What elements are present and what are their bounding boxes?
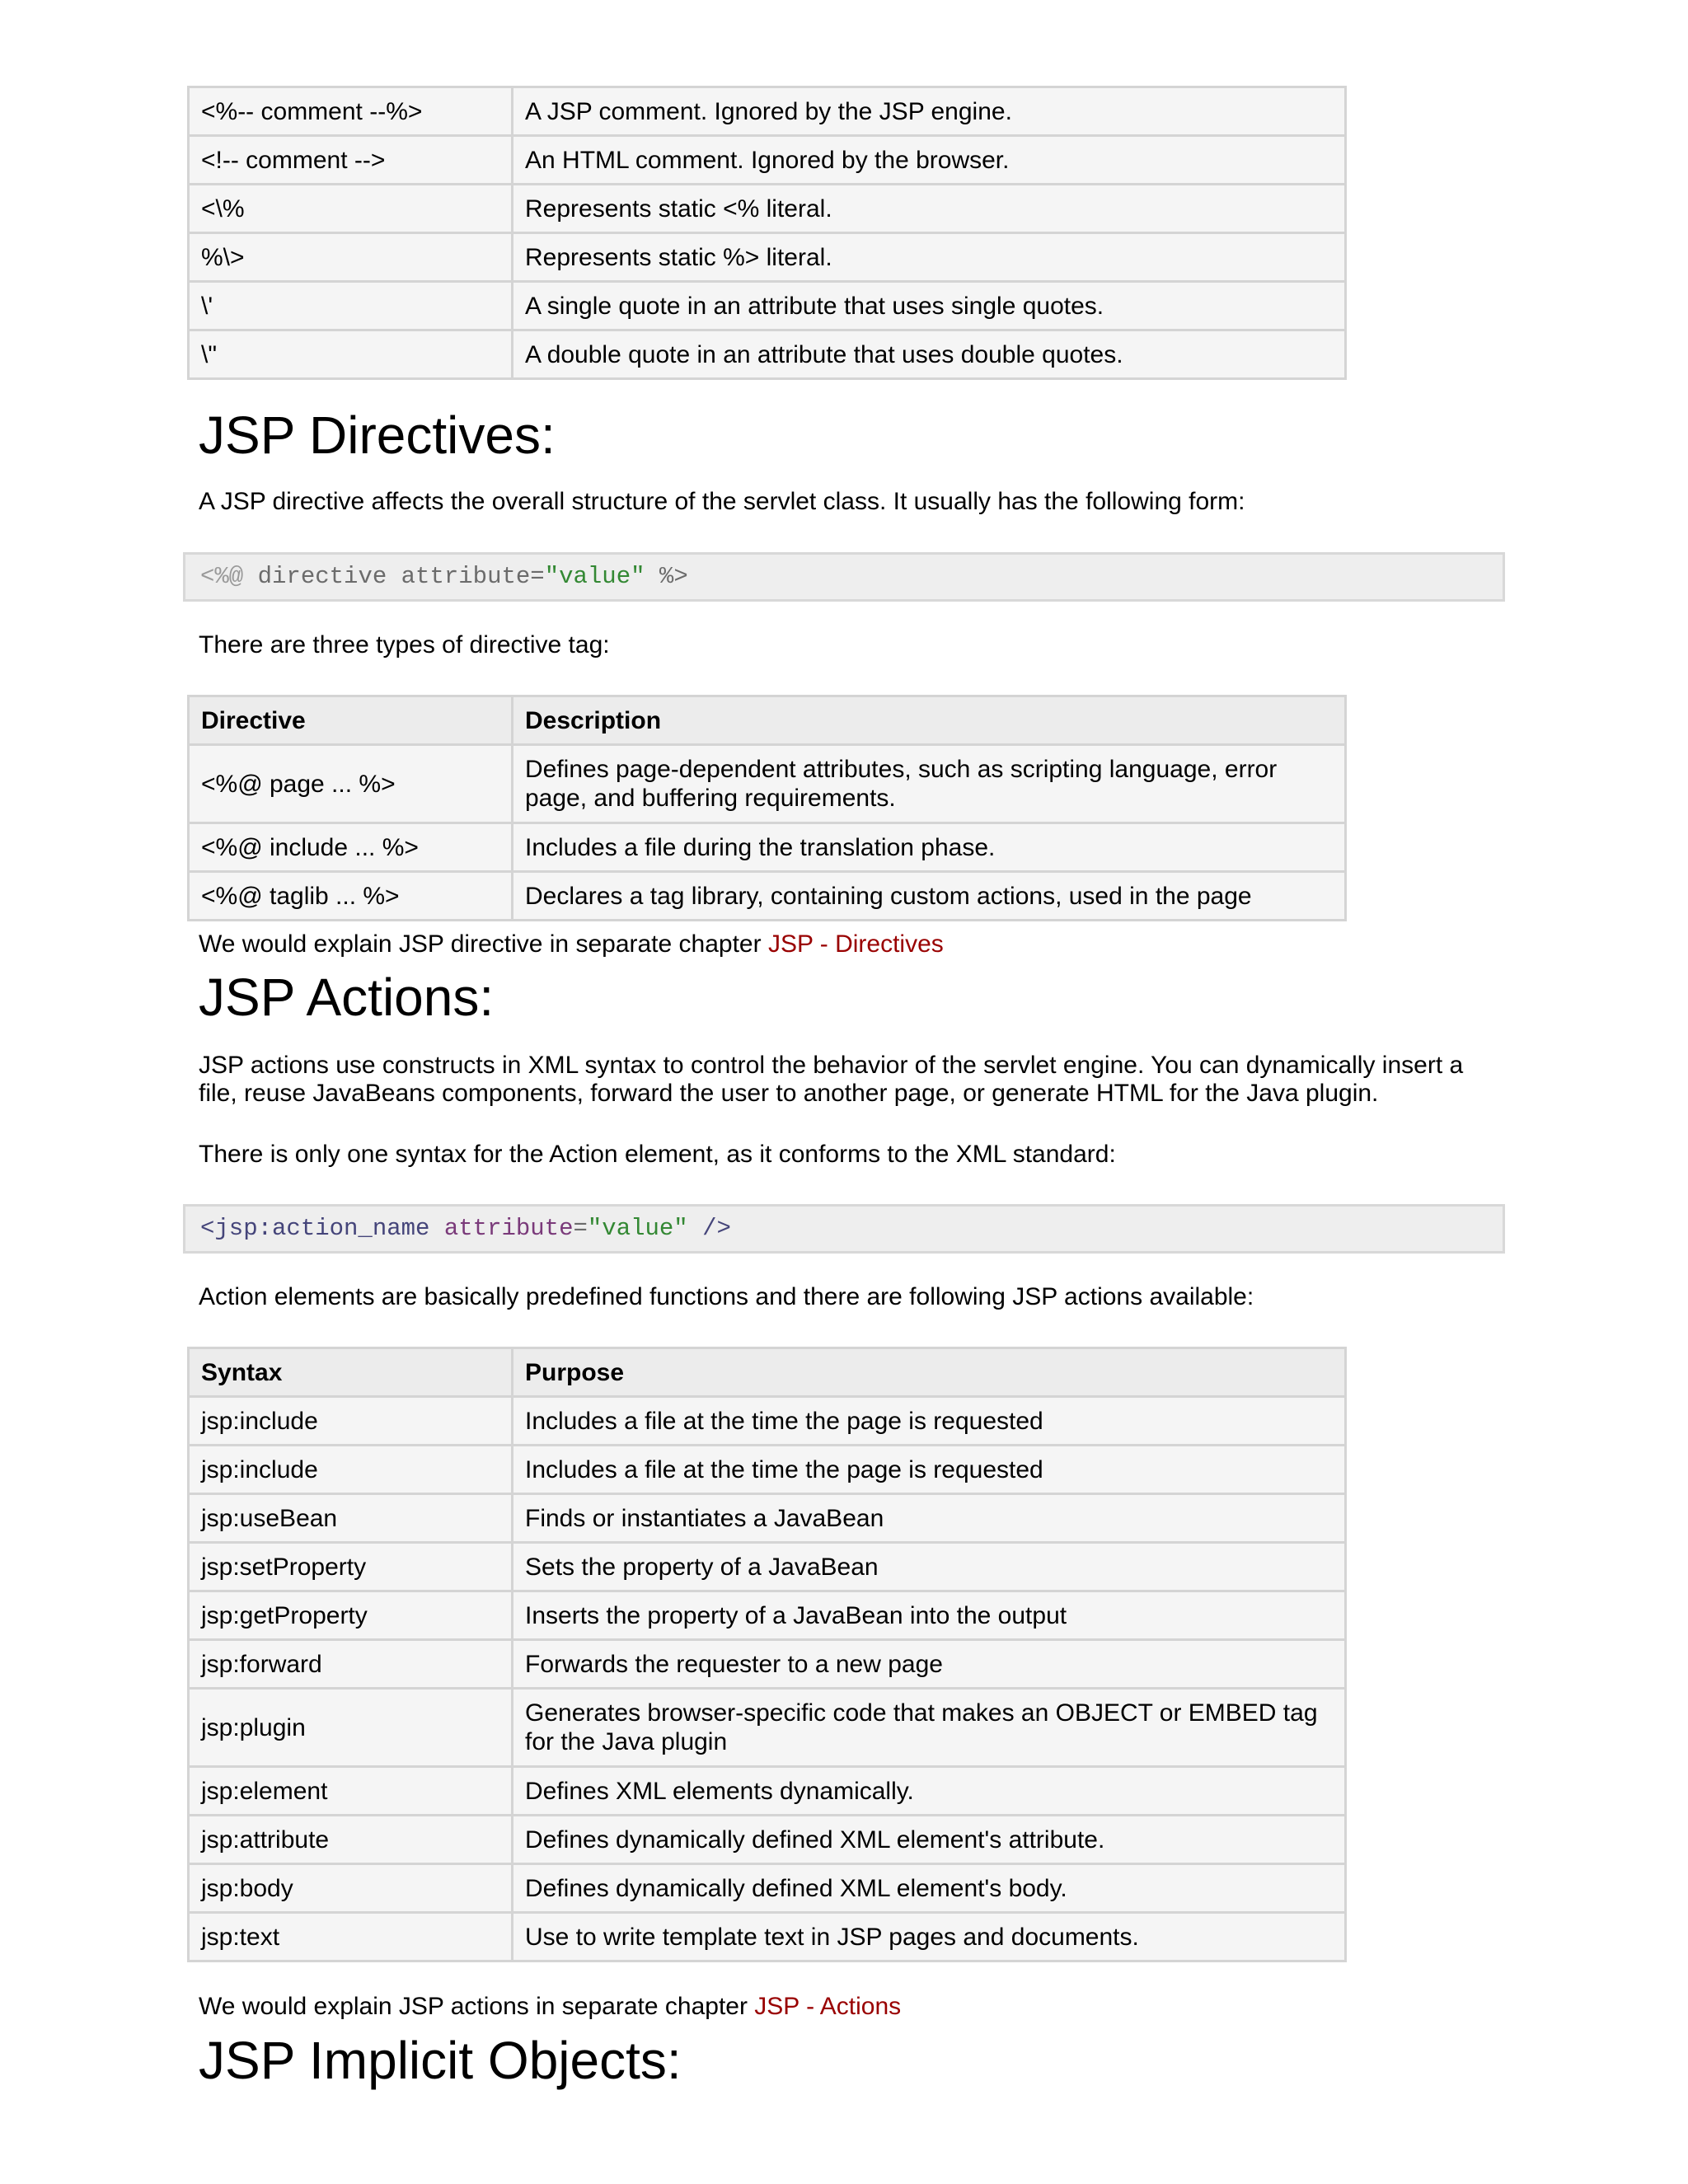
table-cell: jsp:body <box>189 1864 513 1913</box>
table-row <box>189 1397 1346 1446</box>
directives-intro: A JSP directive affects the overall structure of the servlet class. It usually has the following form: <box>199 488 1245 515</box>
table-cell: <!-- comment --> <box>189 136 513 185</box>
code-value-token: "value" <box>544 563 645 590</box>
column-header: Purpose <box>513 1348 1346 1397</box>
code-attr-token: attribute <box>429 1215 574 1242</box>
table-row <box>189 330 1346 379</box>
action-code-block <box>183 1204 1505 1254</box>
table-cell: Defines dynamically defined XML element's attribute. <box>513 1816 1346 1864</box>
directives-table <box>187 695 1347 921</box>
column-header: Directive <box>189 696 513 745</box>
table-row <box>189 233 1346 282</box>
directive-code-block <box>183 552 1505 602</box>
table-cell: jsp:include <box>189 1397 513 1446</box>
table-cell: jsp:getProperty <box>189 1591 513 1640</box>
table-row <box>189 185 1346 233</box>
table-cell: <%-- comment --%> <box>189 87 513 136</box>
table-header-row <box>189 1348 1346 1397</box>
column-header: Description <box>513 696 1346 745</box>
table-cell: Forwards the requester to a new page <box>513 1640 1346 1689</box>
table-row <box>189 1864 1346 1913</box>
code-eq-token: = <box>573 1215 588 1242</box>
table-row <box>189 1494 1346 1543</box>
actions-intro: JSP actions use constructs in XML syntax to control the behavior of the servlet engine. You can dynamically insert a file, reuse JavaBeans components, forward the user to another page, or generate HTML for the Java plugin. <box>199 1052 1464 1107</box>
actions-available-text: Action elements are basically predefined functions and there are following JSP actions available: <box>199 1283 1254 1310</box>
table-row <box>189 136 1346 185</box>
table-row <box>189 745 1346 823</box>
table-cell: %\> <box>189 233 513 282</box>
table-row <box>189 872 1346 921</box>
table-cell: Sets the property of a JavaBean <box>513 1543 1346 1591</box>
column-header: Syntax <box>189 1348 513 1397</box>
table-cell: jsp:plugin <box>189 1689 513 1767</box>
table-row <box>189 823 1346 872</box>
table-row <box>189 1543 1346 1591</box>
explain-text: We would explain JSP actions in separate chapter <box>199 1993 755 2020</box>
table-cell: Defines dynamically defined XML element's body. <box>513 1864 1346 1913</box>
table-row <box>189 1640 1346 1689</box>
table-row <box>189 1816 1346 1864</box>
code-name-token: directive attribute <box>243 563 531 590</box>
directive-types-text: There are three types of directive tag: <box>199 631 610 658</box>
table-cell: Includes a file during the translation phase. <box>513 823 1346 872</box>
table-header-row <box>189 696 1346 745</box>
directives-chapter-link[interactable]: JSP - Directives <box>767 930 944 958</box>
code-open-token: <%@ <box>200 563 244 590</box>
code-tag-token: <jsp:action_name <box>200 1215 430 1242</box>
code-close-token: /> <box>687 1215 731 1242</box>
actions-syntax-text: There is only one syntax for the Action element, as it conforms to the XML standard: <box>199 1141 1116 1168</box>
table-cell: A JSP comment. Ignored by the JSP engine. <box>513 87 1346 136</box>
table-row <box>189 1446 1346 1494</box>
table-cell: Use to write template text in JSP pages and documents. <box>513 1913 1346 1961</box>
table-cell: Defines page-dependent attributes, such as scripting language, error page, and buffering requirements. <box>513 745 1346 823</box>
table-cell: jsp:text <box>189 1913 513 1961</box>
table-row <box>189 1913 1346 1961</box>
code-eq-token: = <box>530 563 545 590</box>
directives-explain <box>199 930 1501 958</box>
table-cell: Declares a tag library, containing custom actions, used in the page <box>513 872 1346 921</box>
implicit-objects-heading: JSP Implicit Objects: <box>199 2031 682 2090</box>
table-cell: jsp:useBean <box>189 1494 513 1543</box>
table-cell: Finds or instantiates a JavaBean <box>513 1494 1346 1543</box>
directives-heading: JSP Directives: <box>199 405 556 465</box>
table-cell: Defines XML elements dynamically. <box>513 1767 1346 1816</box>
table-cell: A single quote in an attribute that uses single quotes. <box>513 282 1346 330</box>
syntax-escape-table <box>187 86 1347 380</box>
table-cell: <%@ include ... %> <box>189 823 513 872</box>
table-cell: Represents static <% literal. <box>513 185 1346 233</box>
table-row <box>189 1689 1346 1767</box>
table-row <box>189 282 1346 330</box>
table-cell: Inserts the property of a JavaBean into the output <box>513 1591 1346 1640</box>
table-row <box>189 1767 1346 1816</box>
table-cell: <%@ page ... %> <box>189 745 513 823</box>
table-cell: <%@ taglib ... %> <box>189 872 513 921</box>
table-cell: Generates browser-specific code that makes an OBJECT or EMBED tag for the Java plugin <box>513 1689 1346 1767</box>
table-cell: Includes a file at the time the page is requested <box>513 1397 1346 1446</box>
table-cell: jsp:element <box>189 1767 513 1816</box>
explain-text: We would explain JSP directive in separate chapter <box>199 930 768 958</box>
code-value-token: "value" <box>587 1215 688 1242</box>
table-cell: Includes a file at the time the page is requested <box>513 1446 1346 1494</box>
table-cell: jsp:include <box>189 1446 513 1494</box>
table-cell: \" <box>189 330 513 379</box>
table-cell: <\% <box>189 185 513 233</box>
actions-explain <box>199 1993 1501 2021</box>
table-cell: An HTML comment. Ignored by the browser. <box>513 136 1346 185</box>
code-close-token: %> <box>645 563 688 590</box>
table-cell: jsp:forward <box>189 1640 513 1689</box>
table-cell: jsp:attribute <box>189 1816 513 1864</box>
actions-chapter-link[interactable]: JSP - Actions <box>754 1993 902 2020</box>
table-cell: jsp:setProperty <box>189 1543 513 1591</box>
table-row <box>189 87 1346 136</box>
actions-heading: JSP Actions: <box>199 968 495 1027</box>
table-row <box>189 1591 1346 1640</box>
table-cell: Represents static %> literal. <box>513 233 1346 282</box>
table-cell: \' <box>189 282 513 330</box>
actions-table <box>187 1347 1347 1962</box>
table-cell: A double quote in an attribute that uses double quotes. <box>513 330 1346 379</box>
